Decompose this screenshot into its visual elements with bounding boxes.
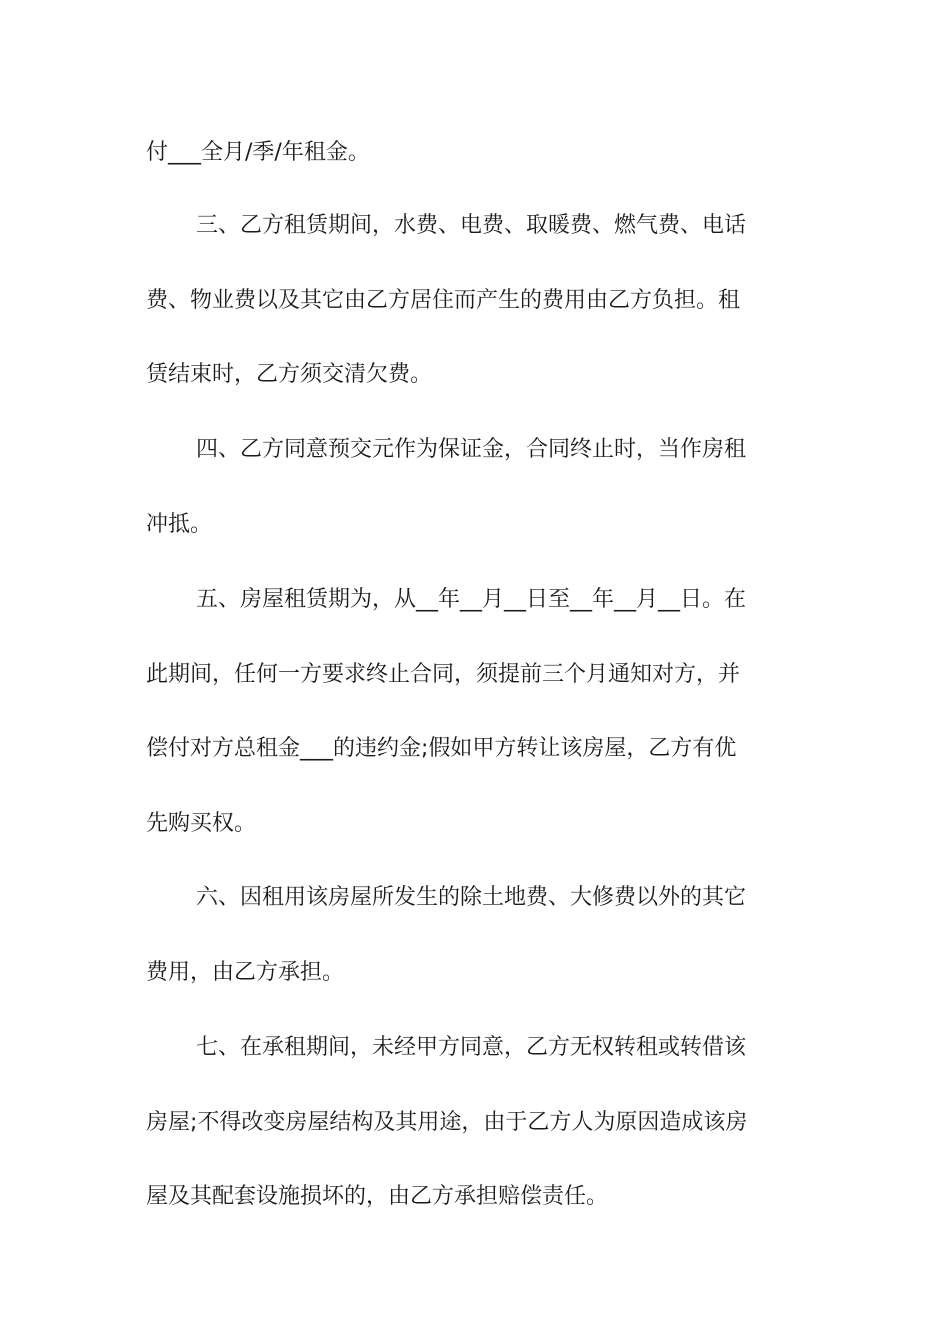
clause-6-line-2: 费用，由乙方承担。 xyxy=(146,960,345,985)
clause-4-line-2: 冲抵。 xyxy=(146,512,213,537)
clause-7-line-2: 房屋;不得改变房屋结构及其用途，由于乙方人为原因造成该房 xyxy=(146,1110,748,1135)
clause-5-line-4: 先购买权。 xyxy=(146,811,257,836)
clause-3-line-2: 费、物业费以及其它由乙方居住而产生的费用由乙方负担。租 xyxy=(146,288,741,313)
clause-5-line-1: 五、房屋租赁期为，从__年__月__日至__年__月__日。在 xyxy=(196,587,747,612)
clause-3-line-3: 赁结束时，乙方须交清欠费。 xyxy=(146,362,433,387)
clause-4-line-1: 四、乙方同意预交元作为保证金，合同终止时，当作房租 xyxy=(196,437,747,462)
clause-6-line-1: 六、因租用该房屋所发生的除土地费、大修费以外的其它 xyxy=(196,885,747,910)
text-line: 付___全月/季/年租金。 xyxy=(146,140,370,165)
clause-5-line-3: 偿付对方总租金___的违约金;假如甲方转让该房屋，乙方有优 xyxy=(146,736,737,761)
clause-7-line-3: 屋及其配套设施损坏的，由乙方承担赔偿责任。 xyxy=(146,1184,609,1209)
clause-5-line-2: 此期间，任何一方要求终止合同，须提前三个月通知对方，并 xyxy=(146,662,741,687)
clause-3-line-1: 三、乙方租赁期间，水费、电费、取暖费、燃气费、电话 xyxy=(196,213,747,238)
clause-7-line-1: 七、在承租期间，未经甲方同意，乙方无权转租或转借该 xyxy=(196,1035,747,1060)
